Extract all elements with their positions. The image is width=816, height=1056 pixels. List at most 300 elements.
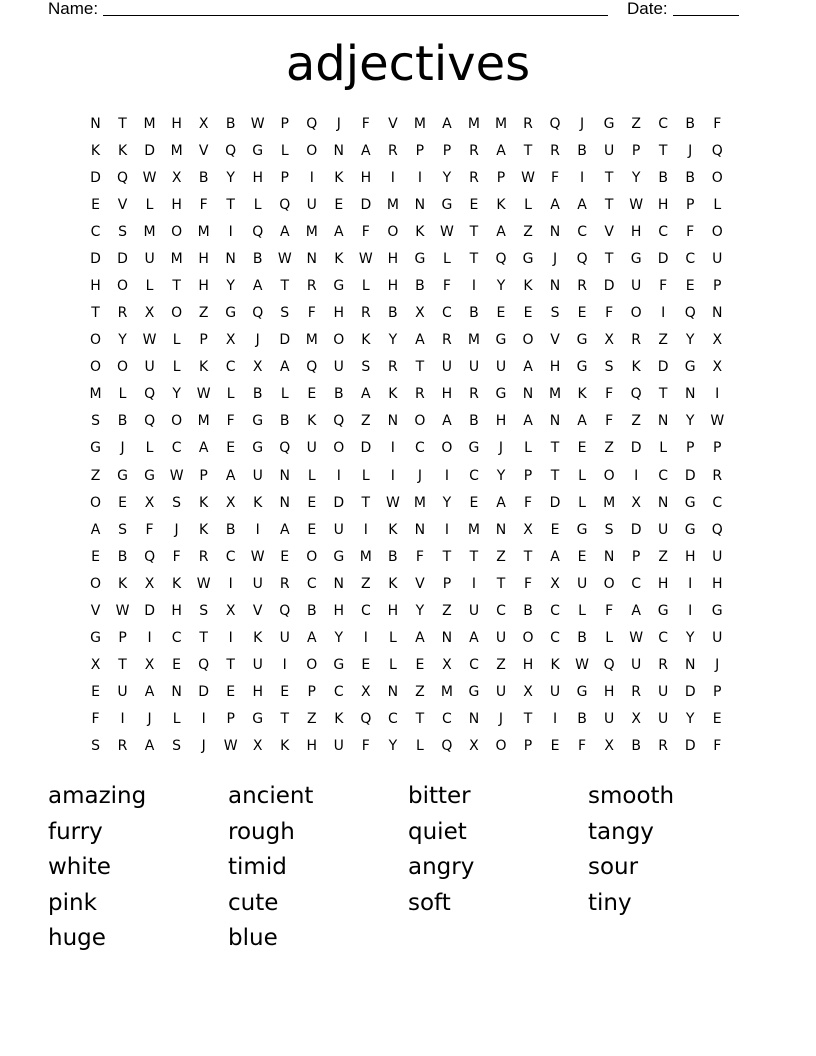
grid-letter[interactable]: I: [661, 305, 666, 322]
grid-letter[interactable]: H: [603, 684, 615, 701]
grid-letter[interactable]: M: [89, 386, 102, 403]
grid-letter[interactable]: F: [145, 521, 154, 538]
grid-letter[interactable]: T: [496, 575, 506, 592]
grid-letter[interactable]: H: [333, 602, 345, 619]
grid-letter[interactable]: U: [252, 467, 263, 484]
grid-letter[interactable]: S: [118, 223, 127, 240]
grid-letter[interactable]: G: [441, 196, 453, 213]
grid-letter[interactable]: C: [658, 223, 669, 240]
grid-letter[interactable]: A: [144, 738, 155, 755]
grid-letter[interactable]: F: [415, 548, 424, 565]
grid-letter[interactable]: F: [361, 223, 370, 240]
grid-letter[interactable]: I: [417, 169, 422, 186]
grid-letter[interactable]: M: [170, 250, 183, 267]
grid-letter[interactable]: Q: [333, 413, 345, 430]
grid-letter[interactable]: K: [253, 494, 263, 511]
grid-letter[interactable]: D: [684, 738, 696, 755]
grid-letter[interactable]: Y: [685, 413, 695, 430]
grid-letter[interactable]: K: [307, 413, 317, 430]
grid-letter[interactable]: I: [715, 386, 720, 403]
grid-letter[interactable]: N: [279, 494, 290, 511]
grid-letter[interactable]: Y: [172, 386, 181, 403]
grid-letter[interactable]: E: [118, 494, 127, 511]
grid-letter[interactable]: E: [280, 684, 290, 701]
grid-letter[interactable]: E: [577, 305, 587, 322]
grid-letter[interactable]: B: [577, 630, 587, 647]
grid-letter[interactable]: K: [172, 575, 182, 592]
grid-letter[interactable]: U: [252, 657, 263, 674]
grid-letter[interactable]: I: [390, 169, 395, 186]
grid-letter[interactable]: W: [629, 196, 644, 213]
grid-letter[interactable]: R: [306, 278, 317, 294]
grid-letter[interactable]: S: [172, 738, 182, 755]
grid-letter[interactable]: Q: [603, 657, 615, 674]
grid-letter[interactable]: N: [522, 386, 534, 403]
grid-letter[interactable]: A: [577, 196, 587, 213]
grid-letter[interactable]: H: [657, 196, 669, 213]
grid-letter[interactable]: G: [144, 467, 155, 484]
grid-letter[interactable]: C: [658, 115, 669, 132]
grid-letter[interactable]: S: [91, 738, 100, 755]
grid-letter[interactable]: R: [360, 305, 371, 322]
grid-letter[interactable]: G: [333, 278, 345, 294]
grid-letter[interactable]: O: [90, 575, 102, 592]
grid-letter[interactable]: O: [90, 494, 102, 511]
grid-letter[interactable]: S: [91, 413, 100, 430]
grid-letter[interactable]: A: [252, 278, 263, 294]
grid-letter[interactable]: H: [549, 359, 561, 376]
grid-letter[interactable]: G: [657, 602, 669, 619]
grid-letter[interactable]: F: [226, 413, 235, 430]
grid-letter[interactable]: T: [658, 386, 668, 403]
grid-letter[interactable]: I: [228, 630, 233, 647]
grid-letter[interactable]: I: [444, 521, 449, 538]
grid-letter[interactable]: X: [252, 738, 263, 755]
grid-letter[interactable]: L: [253, 196, 262, 213]
grid-letter[interactable]: M: [440, 684, 453, 701]
grid-letter[interactable]: W: [169, 467, 184, 484]
grid-letter[interactable]: F: [307, 305, 316, 322]
grid-letter[interactable]: Q: [144, 386, 156, 403]
grid-letter[interactable]: Z: [631, 413, 641, 430]
grid-letter[interactable]: N: [495, 521, 507, 538]
grid-letter[interactable]: Y: [685, 630, 695, 647]
grid-letter[interactable]: L: [172, 332, 181, 349]
grid-letter[interactable]: F: [361, 115, 370, 132]
grid-letter[interactable]: L: [118, 386, 127, 403]
grid-letter[interactable]: H: [387, 602, 399, 619]
grid-letter[interactable]: B: [415, 278, 425, 294]
grid-letter[interactable]: O: [711, 223, 723, 240]
grid-letter[interactable]: J: [201, 738, 206, 755]
grid-letter[interactable]: K: [388, 521, 398, 538]
grid-letter[interactable]: A: [198, 440, 209, 457]
grid-letter[interactable]: L: [361, 278, 370, 294]
grid-letter[interactable]: E: [226, 684, 236, 701]
grid-letter[interactable]: X: [631, 494, 641, 511]
grid-letter[interactable]: A: [361, 142, 371, 159]
grid-letter[interactable]: D: [360, 196, 372, 213]
grid-letter[interactable]: J: [715, 657, 720, 674]
grid-letter[interactable]: L: [388, 630, 397, 647]
grid-letter[interactable]: L: [145, 278, 154, 294]
grid-letter[interactable]: Q: [549, 115, 561, 132]
grid-letter[interactable]: P: [415, 142, 425, 159]
grid-letter[interactable]: U: [144, 359, 155, 376]
grid-letter[interactable]: Q: [279, 196, 291, 213]
grid-letter[interactable]: X: [171, 169, 182, 186]
grid-letter[interactable]: K: [199, 494, 209, 511]
grid-letter[interactable]: L: [524, 440, 532, 457]
grid-letter[interactable]: Q: [306, 359, 318, 376]
grid-letter[interactable]: C: [90, 223, 101, 240]
grid-letter[interactable]: O: [522, 630, 534, 647]
grid-letter[interactable]: C: [550, 630, 560, 647]
grid-letter[interactable]: P: [523, 467, 533, 484]
grid-letter[interactable]: U: [468, 359, 480, 376]
grid-letter[interactable]: P: [631, 548, 641, 565]
grid-letter[interactable]: F: [686, 223, 695, 240]
grid-letter[interactable]: W: [385, 494, 400, 511]
grid-letter[interactable]: T: [604, 250, 614, 267]
grid-letter[interactable]: L: [713, 196, 722, 213]
grid-letter[interactable]: O: [522, 332, 534, 349]
grid-letter[interactable]: C: [658, 630, 669, 647]
grid-letter[interactable]: O: [171, 413, 183, 430]
grid-letter[interactable]: U: [333, 521, 344, 538]
grid-letter[interactable]: N: [657, 494, 669, 511]
grid-letter[interactable]: B: [333, 386, 344, 403]
grid-letter[interactable]: W: [358, 250, 373, 267]
grid-letter[interactable]: N: [333, 575, 345, 592]
grid-letter[interactable]: O: [90, 332, 102, 349]
grid-letter[interactable]: F: [659, 278, 668, 294]
grid-letter[interactable]: J: [688, 142, 693, 159]
grid-letter[interactable]: B: [469, 305, 479, 322]
grid-letter[interactable]: M: [413, 494, 426, 511]
grid-letter[interactable]: X: [712, 332, 723, 349]
grid-letter[interactable]: F: [361, 738, 370, 755]
grid-letter[interactable]: B: [198, 169, 209, 186]
grid-letter[interactable]: A: [144, 684, 155, 701]
grid-letter[interactable]: X: [90, 657, 101, 674]
grid-letter[interactable]: A: [90, 521, 101, 538]
grid-letter[interactable]: L: [605, 630, 614, 647]
grid-letter[interactable]: X: [550, 575, 560, 592]
grid-letter[interactable]: R: [117, 305, 128, 322]
grid-letter[interactable]: T: [550, 467, 560, 484]
grid-letter[interactable]: R: [469, 142, 479, 159]
grid-letter[interactable]: G: [333, 657, 345, 674]
grid-letter[interactable]: L: [659, 440, 668, 457]
grid-letter[interactable]: G: [468, 440, 480, 457]
grid-letter[interactable]: C: [577, 223, 587, 240]
grid-letter[interactable]: A: [225, 467, 236, 484]
grid-letter[interactable]: Z: [604, 440, 614, 457]
grid-letter[interactable]: O: [171, 223, 183, 240]
grid-letter[interactable]: F: [523, 494, 533, 511]
grid-letter[interactable]: O: [603, 467, 615, 484]
grid-letter[interactable]: A: [442, 115, 452, 132]
grid-letter[interactable]: T: [280, 711, 290, 728]
grid-letter[interactable]: K: [496, 196, 506, 213]
grid-letter[interactable]: F: [199, 196, 208, 213]
grid-letter[interactable]: R: [658, 738, 669, 755]
grid-letter[interactable]: J: [120, 440, 125, 457]
grid-letter[interactable]: J: [417, 467, 422, 484]
grid-letter[interactable]: I: [444, 467, 449, 484]
grid-letter[interactable]: W: [196, 386, 211, 403]
grid-letter[interactable]: Q: [306, 115, 318, 132]
grid-letter[interactable]: C: [631, 575, 642, 592]
grid-letter[interactable]: Z: [523, 223, 533, 240]
grid-letter[interactable]: D: [90, 250, 101, 267]
grid-letter[interactable]: I: [688, 602, 693, 619]
grid-letter[interactable]: L: [172, 359, 181, 376]
grid-letter[interactable]: D: [630, 521, 642, 538]
grid-letter[interactable]: H: [252, 169, 263, 186]
grid-letter[interactable]: O: [387, 223, 399, 240]
grid-letter[interactable]: U: [144, 250, 155, 267]
grid-letter[interactable]: P: [713, 684, 722, 701]
grid-letter[interactable]: D: [630, 440, 642, 457]
grid-letter[interactable]: K: [388, 575, 398, 592]
grid-letter[interactable]: Q: [360, 711, 372, 728]
grid-letter[interactable]: O: [441, 440, 453, 457]
grid-letter[interactable]: U: [117, 684, 128, 701]
grid-letter[interactable]: G: [684, 359, 696, 376]
grid-letter[interactable]: V: [388, 115, 398, 132]
grid-letter[interactable]: E: [307, 386, 317, 403]
grid-letter[interactable]: Z: [442, 602, 452, 619]
grid-letter[interactable]: G: [576, 521, 588, 538]
grid-letter[interactable]: S: [361, 359, 371, 376]
grid-letter[interactable]: Q: [495, 250, 507, 267]
grid-letter[interactable]: S: [280, 305, 290, 322]
grid-letter[interactable]: U: [658, 684, 669, 701]
grid-letter[interactable]: N: [657, 413, 669, 430]
grid-letter[interactable]: K: [550, 657, 560, 674]
grid-letter[interactable]: L: [361, 467, 370, 484]
grid-letter[interactable]: U: [468, 602, 480, 619]
grid-letter[interactable]: G: [252, 440, 264, 457]
grid-letter[interactable]: M: [359, 548, 372, 565]
grid-letter[interactable]: X: [469, 738, 479, 755]
grid-letter[interactable]: M: [197, 413, 210, 430]
grid-letter[interactable]: C: [415, 440, 425, 457]
grid-letter[interactable]: K: [199, 359, 209, 376]
grid-letter[interactable]: U: [279, 630, 290, 647]
grid-letter[interactable]: Z: [361, 413, 371, 430]
grid-letter[interactable]: N: [684, 386, 696, 403]
grid-letter[interactable]: B: [577, 142, 587, 159]
grid-letter[interactable]: Z: [496, 657, 506, 674]
grid-letter[interactable]: K: [253, 630, 263, 647]
grid-letter[interactable]: C: [387, 711, 398, 728]
grid-letter[interactable]: P: [280, 169, 289, 186]
grid-letter[interactable]: G: [630, 250, 642, 267]
grid-letter[interactable]: I: [147, 630, 152, 647]
grid-letter[interactable]: A: [415, 630, 425, 647]
grid-letter[interactable]: C: [306, 575, 317, 592]
grid-letter[interactable]: G: [468, 684, 480, 701]
grid-letter[interactable]: Z: [496, 548, 506, 565]
grid-letter[interactable]: N: [387, 684, 399, 701]
grid-letter[interactable]: A: [631, 602, 641, 619]
grid-letter[interactable]: B: [117, 413, 128, 430]
grid-letter[interactable]: K: [523, 278, 533, 294]
grid-letter[interactable]: F: [605, 386, 614, 403]
grid-letter[interactable]: A: [442, 413, 452, 430]
grid-letter[interactable]: P: [523, 738, 533, 755]
grid-letter[interactable]: B: [279, 413, 290, 430]
grid-letter[interactable]: S: [604, 359, 614, 376]
grid-letter[interactable]: T: [226, 657, 235, 674]
grid-letter[interactable]: G: [576, 684, 588, 701]
grid-letter[interactable]: A: [523, 359, 533, 376]
grid-letter[interactable]: S: [550, 305, 560, 322]
grid-letter[interactable]: B: [685, 115, 695, 132]
grid-letter[interactable]: X: [523, 684, 533, 701]
grid-letter[interactable]: H: [495, 413, 507, 430]
grid-letter[interactable]: D: [198, 684, 210, 701]
grid-letter[interactable]: T: [415, 711, 425, 728]
grid-letter[interactable]: O: [495, 738, 507, 755]
grid-letter[interactable]: K: [117, 575, 128, 592]
grid-letter[interactable]: A: [496, 142, 506, 159]
grid-letter[interactable]: N: [549, 278, 561, 294]
grid-letter[interactable]: L: [280, 386, 289, 403]
grid-letter[interactable]: J: [552, 250, 558, 267]
grid-letter[interactable]: M: [143, 115, 156, 132]
grid-letter[interactable]: E: [334, 196, 344, 213]
grid-letter[interactable]: Q: [252, 305, 264, 322]
grid-letter[interactable]: V: [604, 223, 614, 240]
grid-letter[interactable]: Y: [685, 711, 695, 728]
grid-letter[interactable]: B: [523, 602, 533, 619]
grid-letter[interactable]: J: [498, 711, 504, 728]
grid-letter[interactable]: H: [360, 169, 372, 186]
grid-letter[interactable]: M: [467, 115, 480, 132]
grid-letter[interactable]: A: [550, 548, 560, 565]
grid-letter[interactable]: L: [578, 494, 586, 511]
grid-letter[interactable]: W: [710, 413, 725, 430]
grid-letter[interactable]: C: [496, 602, 506, 619]
grid-letter[interactable]: Y: [631, 169, 641, 186]
grid-letter[interactable]: F: [605, 413, 614, 430]
grid-letter[interactable]: Q: [576, 250, 588, 267]
name-blank-line[interactable]: [103, 15, 608, 16]
grid-letter[interactable]: D: [549, 494, 561, 511]
grid-letter[interactable]: B: [117, 548, 128, 565]
grid-letter[interactable]: C: [442, 305, 452, 322]
grid-letter[interactable]: J: [174, 521, 179, 538]
grid-letter[interactable]: Z: [306, 711, 317, 728]
grid-letter[interactable]: J: [498, 440, 504, 457]
grid-letter[interactable]: G: [414, 250, 426, 267]
grid-letter[interactable]: E: [226, 440, 236, 457]
grid-letter[interactable]: T: [280, 278, 290, 294]
grid-letter[interactable]: C: [225, 359, 236, 376]
grid-letter[interactable]: K: [334, 250, 344, 267]
grid-letter[interactable]: U: [712, 250, 723, 267]
grid-letter[interactable]: Y: [226, 278, 235, 294]
grid-letter[interactable]: F: [523, 575, 533, 592]
grid-letter[interactable]: E: [577, 440, 587, 457]
grid-letter[interactable]: R: [577, 278, 587, 294]
grid-letter[interactable]: H: [90, 278, 101, 294]
grid-letter[interactable]: W: [250, 548, 265, 565]
grid-letter[interactable]: G: [333, 548, 345, 565]
grid-letter[interactable]: R: [415, 386, 425, 403]
grid-letter[interactable]: L: [145, 196, 154, 213]
grid-letter[interactable]: B: [631, 738, 641, 755]
grid-letter[interactable]: T: [469, 250, 479, 267]
grid-letter[interactable]: R: [198, 548, 209, 565]
grid-letter[interactable]: L: [388, 657, 397, 674]
grid-letter[interactable]: D: [684, 684, 696, 701]
grid-letter[interactable]: T: [604, 169, 614, 186]
grid-letter[interactable]: U: [658, 521, 669, 538]
grid-letter[interactable]: N: [414, 196, 426, 213]
grid-letter[interactable]: R: [550, 142, 560, 159]
grid-letter[interactable]: I: [309, 169, 314, 186]
grid-letter[interactable]: W: [196, 575, 211, 592]
grid-letter[interactable]: H: [630, 223, 642, 240]
grid-letter[interactable]: B: [252, 250, 263, 267]
grid-letter[interactable]: F: [713, 115, 722, 132]
grid-letter[interactable]: U: [631, 278, 642, 294]
grid-letter[interactable]: E: [415, 657, 425, 674]
grid-letter[interactable]: U: [576, 575, 588, 592]
grid-letter[interactable]: H: [441, 386, 453, 403]
grid-letter[interactable]: O: [117, 278, 129, 294]
grid-letter[interactable]: L: [172, 711, 181, 728]
grid-letter[interactable]: B: [658, 169, 668, 186]
grid-letter[interactable]: H: [333, 305, 345, 322]
grid-letter[interactable]: G: [576, 359, 588, 376]
grid-letter[interactable]: U: [712, 548, 723, 565]
grid-letter[interactable]: C: [333, 684, 344, 701]
grid-letter[interactable]: N: [441, 630, 453, 647]
grid-letter[interactable]: R: [523, 115, 533, 132]
grid-letter[interactable]: H: [171, 196, 182, 213]
grid-letter[interactable]: M: [603, 494, 616, 511]
grid-letter[interactable]: A: [550, 196, 560, 213]
grid-letter[interactable]: N: [603, 548, 615, 565]
grid-letter[interactable]: A: [523, 413, 533, 430]
grid-letter[interactable]: A: [279, 359, 290, 376]
grid-letter[interactable]: P: [713, 278, 722, 294]
grid-letter[interactable]: G: [225, 305, 237, 322]
grid-letter[interactable]: N: [387, 413, 399, 430]
grid-letter[interactable]: I: [471, 278, 477, 294]
grid-letter[interactable]: E: [280, 548, 290, 565]
grid-letter[interactable]: O: [90, 359, 102, 376]
grid-letter[interactable]: G: [684, 521, 696, 538]
grid-letter[interactable]: J: [336, 115, 341, 132]
grid-letter[interactable]: V: [415, 575, 425, 592]
grid-letter[interactable]: E: [91, 196, 100, 213]
grid-letter[interactable]: F: [605, 602, 614, 619]
grid-letter[interactable]: O: [630, 305, 642, 322]
grid-letter[interactable]: M: [386, 196, 399, 213]
grid-letter[interactable]: V: [252, 602, 263, 619]
grid-letter[interactable]: A: [577, 413, 587, 430]
grid-letter[interactable]: I: [120, 711, 125, 728]
grid-letter[interactable]: R: [387, 359, 398, 376]
grid-letter[interactable]: E: [523, 305, 533, 322]
